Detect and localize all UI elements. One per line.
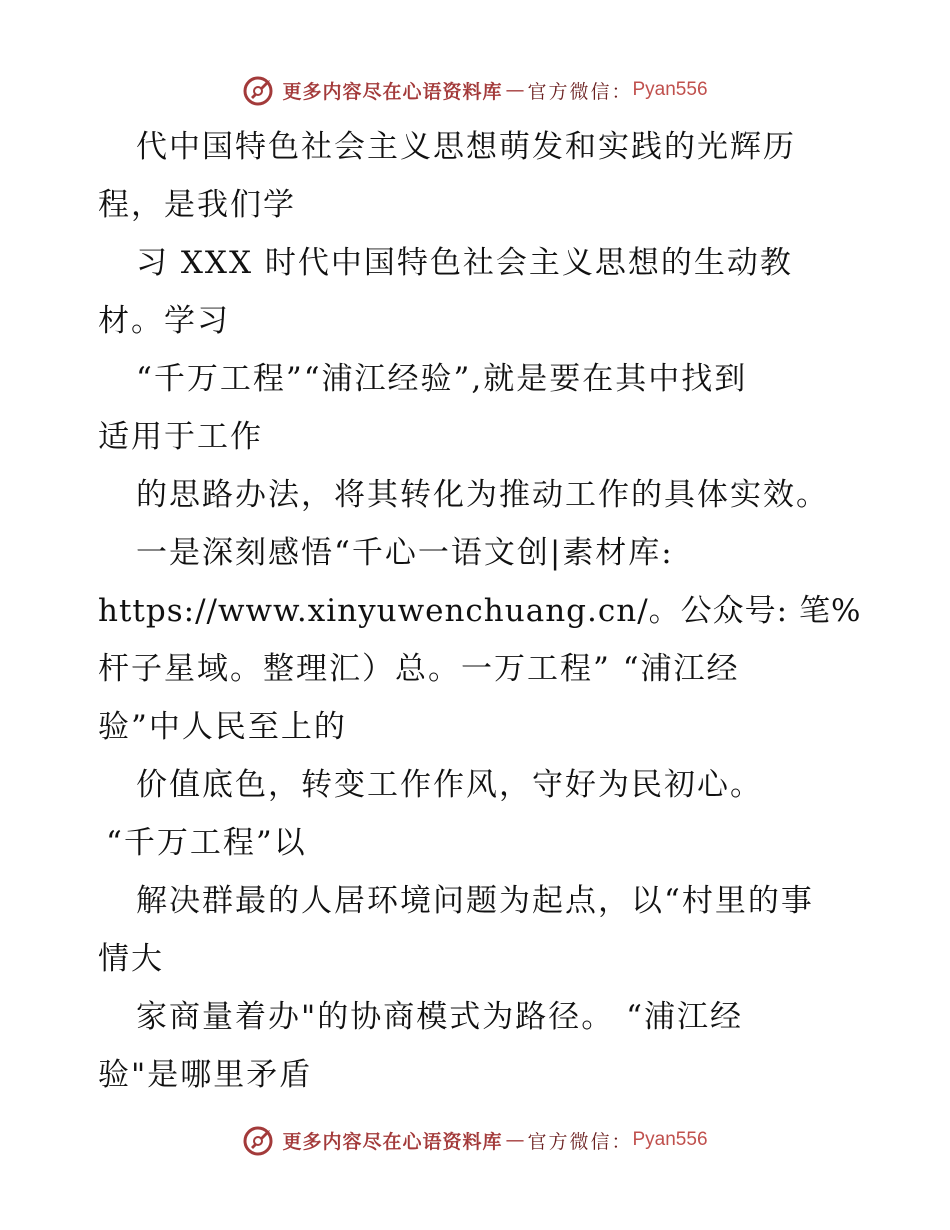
watermark-id: Pyan556 bbox=[632, 1129, 708, 1150]
watermark-separator: — bbox=[505, 79, 525, 101]
watermark-header bbox=[0, 70, 950, 110]
text-line: 情大 bbox=[98, 941, 164, 977]
document-body bbox=[98, 118, 878, 1104]
text-line: 验"是哪里矛盾 bbox=[98, 1057, 313, 1093]
text-line: “千万工程”“浦江经验”,就是要在其中找到 bbox=[136, 361, 748, 397]
watermark-text: 更多内容尽在心语资料库 bbox=[282, 80, 503, 103]
pen-logo-icon bbox=[242, 73, 276, 107]
watermark-footer bbox=[0, 1120, 950, 1160]
text-line: 适用于工作 bbox=[98, 419, 263, 455]
text-line: 一是深刻感悟“千心一语文创|素材库: bbox=[136, 535, 674, 571]
watermark-text: 更多内容尽在心语资料库 bbox=[282, 1130, 503, 1153]
text-line: 材。学习 bbox=[98, 303, 230, 339]
pen-logo-icon bbox=[242, 1123, 276, 1157]
text-line: 家商量着办"的协商模式为路径。 “浦江经 bbox=[136, 999, 743, 1035]
text-line: “千万工程”以 bbox=[106, 825, 307, 861]
text-line: 习 XXX 时代中国特色社会主义思想的生动教 bbox=[136, 245, 793, 281]
watermark-official: 官方微信： bbox=[527, 80, 633, 103]
text-line: 程，是我们学 bbox=[98, 187, 296, 223]
text-line: 验”中人民至上的 bbox=[98, 709, 347, 745]
text-line: 解决群最的人居环境问题为起点，以“村里的事 bbox=[136, 883, 814, 919]
watermark-id: Pyan556 bbox=[632, 79, 708, 100]
watermark-separator: — bbox=[505, 1129, 525, 1151]
watermark-official: 官方微信： bbox=[527, 1130, 633, 1153]
text-line: 代中国特色社会主义思想萌发和实践的光辉历 bbox=[136, 129, 796, 165]
text-line: 价值底色，转变工作作风，守好为民初心。 bbox=[136, 767, 763, 803]
text-line: 的思路办法，将其转化为推动工作的具体实效。 bbox=[136, 477, 829, 513]
text-line: 杆子星域。整理汇）总。一万工程” “浦江经 bbox=[98, 651, 740, 687]
text-line-url: https://www.xinyuwenchuang.cn/。公众号: 笔% bbox=[98, 593, 862, 629]
